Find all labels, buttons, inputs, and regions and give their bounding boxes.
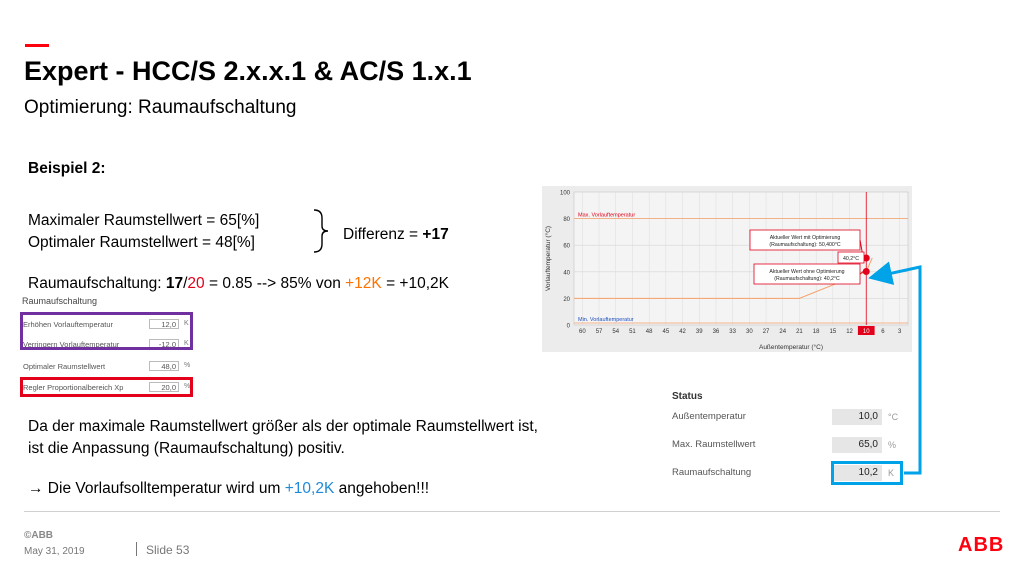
param-label: Verringern Vorlauftemperatur	[23, 340, 120, 349]
x-tick-label: 3	[897, 329, 902, 335]
diff-value: +17	[422, 226, 449, 243]
formula-line	[28, 275, 449, 293]
callout-with-text: Aktueller Wert mit Optimierung	[769, 235, 841, 241]
footer-date: May 31, 2019	[24, 546, 85, 557]
param-value-input[interactable]: 48,0	[149, 361, 179, 371]
arrow-icon: →	[28, 480, 44, 497]
slide-title: Expert - HCC/S 2.x.x.1 & AC/S 1.x.1	[24, 56, 472, 86]
x-tick-label: 33	[729, 329, 736, 335]
status-unit: K	[888, 468, 895, 478]
status-label: Außentemperatur	[672, 411, 746, 422]
example-label: Beispiel 2:	[28, 160, 106, 177]
x-tick-label: 42	[679, 329, 686, 335]
max-label: Max. Vorlauftemperatur	[578, 212, 636, 219]
max-line: Maximaler Raumstellwert = 65[%]	[28, 212, 260, 229]
opt-line: Optimaler Raumstellwert = 48[%]	[28, 234, 255, 251]
red-highlight-box	[20, 377, 193, 397]
x-tick-label: 51	[629, 329, 636, 335]
slide-number: Slide 53	[146, 543, 190, 557]
x-tick-label: 15	[829, 329, 837, 335]
difference-text	[343, 226, 449, 244]
heating-curve-chart	[542, 186, 912, 352]
slide-subtitle: Optimierung: Raumaufschaltung	[24, 97, 297, 118]
callout-without-text: Aktueller Wert ohne Optimierung	[769, 269, 845, 275]
param-value-input[interactable]: -12,0	[149, 339, 179, 349]
formula-p2: = 0.85 --> 85% von	[204, 275, 346, 292]
x-tick-label: 57	[595, 329, 603, 335]
x-tick-label: 54	[612, 329, 620, 335]
abb-logo: ABB	[958, 534, 1005, 556]
y-tick-label: 80	[563, 217, 570, 224]
x-tick-label: 18	[812, 329, 820, 335]
x-tick-label: 10	[862, 329, 870, 335]
result-value: +10,2K	[284, 480, 335, 497]
param-label: Optimaler Raumstellwert	[23, 362, 106, 371]
formula-12k: +12K	[345, 275, 382, 292]
status-unit: °C	[888, 412, 899, 422]
formula-p1: Raumaufschaltung:	[28, 275, 166, 292]
callout-with-text: (Raumaufschaltung): 50,400°C	[769, 242, 841, 248]
x-tick-label: 24	[779, 329, 787, 335]
formula-17: 17	[165, 275, 184, 292]
status-unit: %	[888, 440, 897, 450]
param-label: Regler Proportionalbereich Xp	[23, 383, 124, 392]
x-tick-label: 6	[881, 329, 885, 335]
y-axis-label: Vorlauftemperatur (°C)	[545, 225, 552, 292]
accent-bar	[25, 44, 49, 47]
x-tick-label: 30	[746, 329, 753, 335]
x-tick-label: 39	[695, 329, 703, 335]
diff-prefix: Differenz =	[343, 226, 423, 243]
explain-line-2: ist die Anpassung (Raumaufschaltung) positiv.	[28, 440, 345, 457]
formula-slash: /	[183, 275, 188, 292]
status-label: Raumaufschaltung	[672, 467, 752, 478]
callout-point-text: 40,2°C	[843, 256, 859, 262]
copyright: ©ABB	[24, 530, 54, 541]
y-tick-label: 100	[559, 190, 570, 197]
result-p1: Die Vorlaufsolltemperatur wird um	[43, 480, 285, 497]
x-tick-label: 12	[846, 329, 853, 335]
param-unit: K	[184, 320, 189, 327]
result-p2: angehoben!!!	[334, 480, 430, 497]
callout-without-text: (Raumaufschaltung): 40,2°C	[774, 276, 840, 282]
purple-highlight-box	[20, 312, 193, 350]
param-unit: K	[184, 340, 189, 347]
chart-svg	[542, 186, 912, 352]
param-unit: %	[184, 383, 191, 390]
status-value: 10,0	[832, 409, 882, 425]
param-value-input[interactable]: 20,0	[149, 382, 179, 392]
x-axis-label: Außentemperatur (°C)	[758, 344, 824, 351]
x-tick-label: 27	[762, 329, 770, 335]
status-value: 10,2	[832, 465, 882, 481]
status-header: Status	[672, 391, 703, 402]
formula-20: 20	[187, 275, 205, 292]
y-tick-label: 20	[563, 296, 570, 303]
param-row	[23, 360, 193, 372]
x-tick-label: 60	[579, 329, 586, 335]
y-tick-label: 0	[566, 323, 570, 330]
param-value-input[interactable]: 12,0	[149, 319, 179, 329]
connector-arrow-icon	[860, 255, 930, 475]
brace-icon	[312, 208, 332, 254]
y-tick-label: 60	[563, 243, 570, 250]
explain-line-1: Da der maximale Raumstellwert größer als der optimale Raumstellwert ist,	[28, 418, 538, 435]
parameter-panel-header: Raumaufschaltung	[22, 296, 98, 306]
y-tick-label: 40	[563, 270, 570, 277]
x-tick-label: 48	[645, 329, 653, 335]
param-label: Erhöhen Vorlauftemperatur	[23, 320, 114, 329]
x-tick-label: 21	[796, 329, 803, 335]
status-value: 65,0	[832, 437, 882, 453]
footer-divider	[24, 511, 1000, 512]
x-tick-label: 36	[712, 329, 720, 335]
min-label: Min. Vorlauftemperatur	[578, 317, 634, 323]
status-label: Max. Raumstellwert	[672, 439, 756, 450]
footer-separator	[136, 542, 137, 556]
x-tick-label: 45	[662, 329, 670, 335]
result-line	[28, 480, 429, 498]
formula-p3: = +10,2K	[381, 275, 449, 292]
param-unit: %	[184, 362, 191, 369]
